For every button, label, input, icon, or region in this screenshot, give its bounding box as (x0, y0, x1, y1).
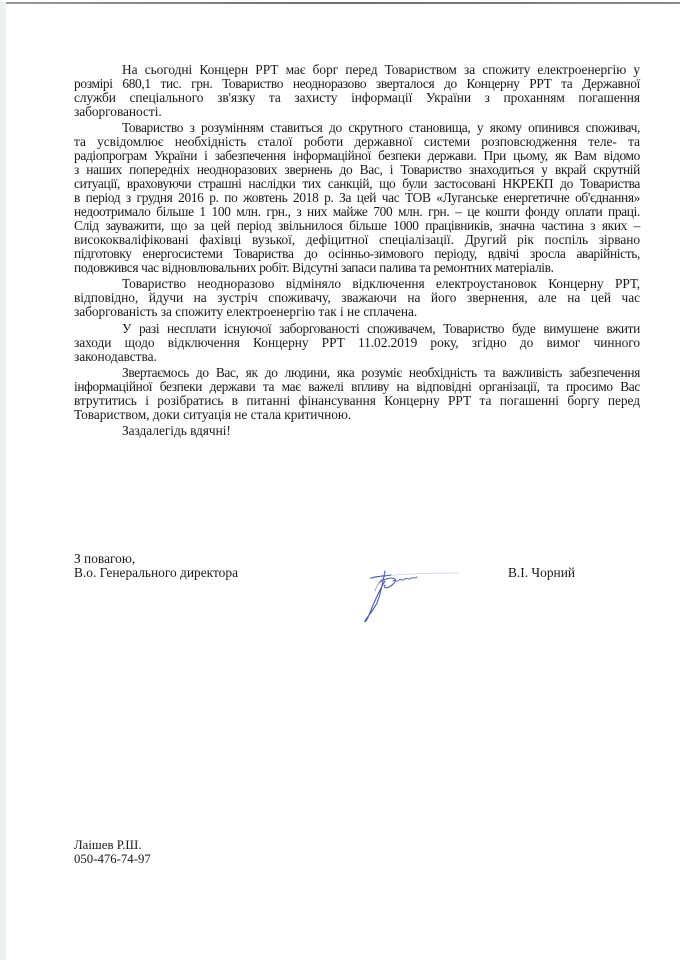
text-line: заборгованість за спожиту електроенергію так і не сплачена. (74, 304, 418, 319)
text-line: втрутитись і розібратись в питанні фінансування Концерну РРТ та погашенні боргу перед (74, 393, 640, 408)
salutation: З повагою, (74, 551, 136, 566)
text-line: Слід зауважити, що за цей період звільнилося більше 1000 працівників, значна частина з яких – (74, 218, 640, 233)
text-line: Товариством, доки ситуація не стала критичною. (74, 407, 352, 422)
text-line: Звертаємось до Вас, як до людини, яка розуміє необхідність та важливість забезпечення (122, 365, 640, 380)
text-line: заборгованості. (74, 104, 162, 119)
text-line: в період з грудня 2016 р. по жовтень 2018 р. За цей час ТОВ «Луганське енергетичне об'єднання» (74, 190, 640, 205)
handwritten-signature (355, 565, 465, 625)
text-line: У разі несплати існуючої заборгованості споживачем, Товариство буде вимушене вжити (122, 321, 640, 336)
text-line: та усвідомлює необхідність сталої роботи державної системи розповсюдження теле- та (74, 134, 640, 149)
page-top-edge (6, 2, 680, 4)
contact-name: Лаішев Р.Ш. (74, 838, 142, 852)
text-line: відповідно, йдучи на зустріч споживачу, зважаючи на його звернення, але на цей час (74, 290, 640, 305)
text-line: служби спеціального зв'язку та захисту інформації України з проханням погашення (74, 90, 640, 105)
text-line: висококваліфіковані фахівці вузької, дефіцитної спеціалізації. Другий рік поспіль зірвано (74, 232, 640, 247)
text-line: ситуації, враховуючи страшні наслідки тих санкцій, що були застосовані НКРЕКП до Товариства (74, 176, 640, 191)
signatory-name: В.І. Чорний (508, 565, 576, 580)
text-line: Заздалегідь вдячні! (122, 423, 231, 438)
text-line: радіопрограм України і забезпечення інформаційної безпеки держави. При цьому, як Вам відомо (74, 148, 640, 163)
contact-phone: 050-476-74-97 (74, 852, 151, 866)
text-line: підготовку енергосистеми Товариства до осінньо-зимового періоду, вдвічі зросла аварійність, (74, 246, 640, 261)
text-line: подовжився час відновлювальних робіт. Відсутні запаси палива та ремонтних матеріалів. (74, 260, 554, 275)
signatory-position: В.о. Генерального директора (74, 565, 239, 580)
text-line: Товариство неодноразово відміняло відключення електроустановок Концерну РРТ, (122, 276, 640, 291)
text-line: розмірі 680,1 тис. грн. Товариство неодноразово зверталося до Концерну РРТ та Державної (74, 76, 640, 91)
text-line: заходи щодо відключення Концерну РРТ 11.02.2019 року, згідно до вимог чинного (74, 335, 640, 350)
text-line: недоотримало більше 1 100 млн. грн., з них майже 700 млн. грн. – це кошти фонду оплати праці. (74, 204, 640, 219)
text-line: законодавства. (74, 349, 157, 364)
text-line: Товариство з розумінням ставиться до скрутного становища, у якому опинився споживач, (122, 120, 640, 135)
page-left-edge (0, 2, 6, 960)
text-line: інформаційної безпеки держави та має важелі впливу на відповідні організації, та просимо Вас (74, 379, 640, 394)
text-line: з наших попередніх неодноразових звернень до Вас, і Товариство знаходиться у вкрай скрутній (74, 162, 640, 177)
text-line: На сьогодні Концерн РРТ має борг перед Товариством за спожиту електроенергію у (122, 62, 640, 77)
